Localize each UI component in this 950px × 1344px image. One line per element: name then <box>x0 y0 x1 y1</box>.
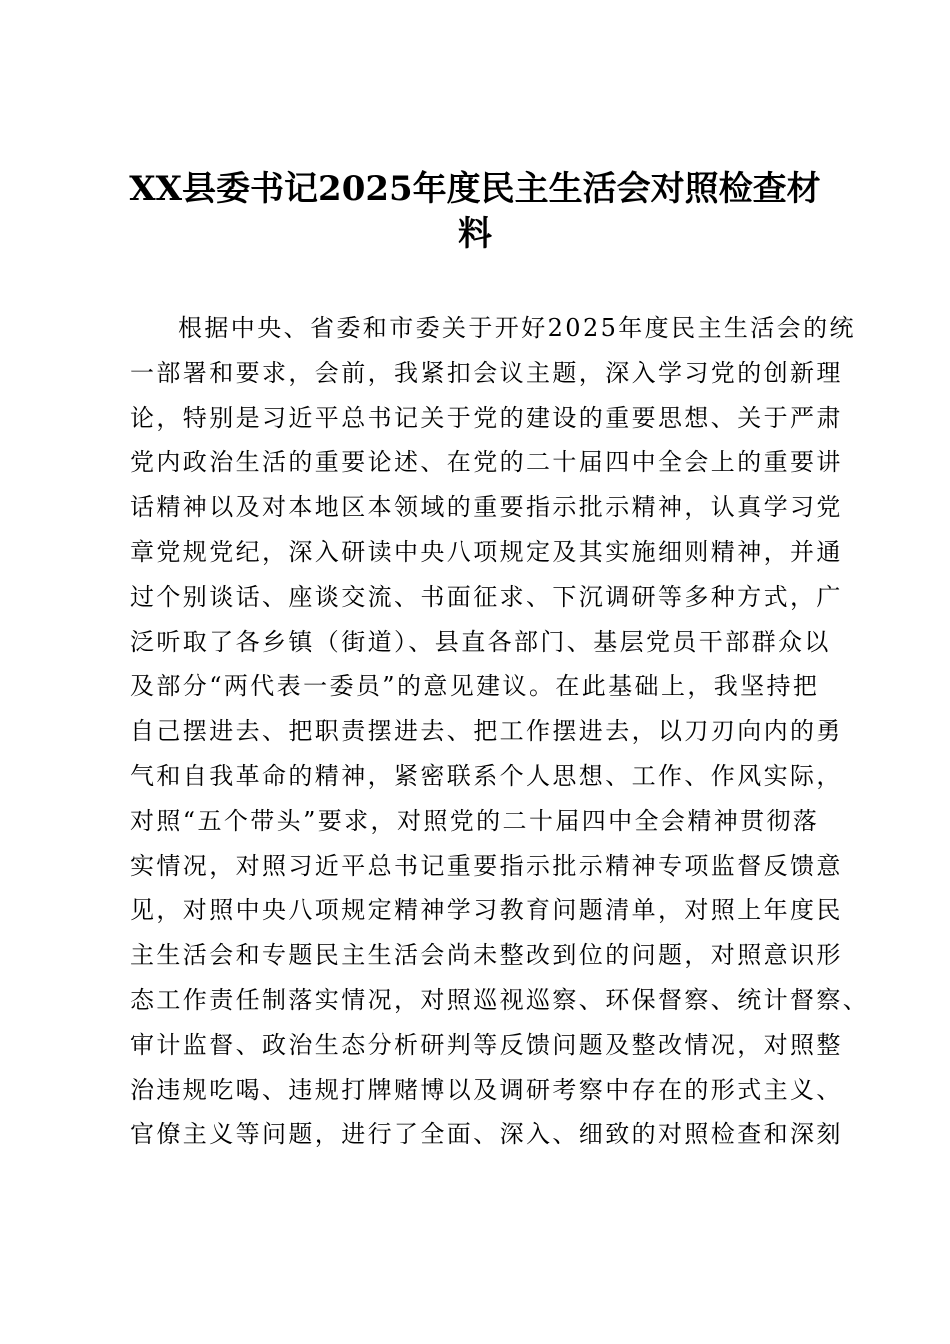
document-title <box>110 166 840 256</box>
body-line: 主生活会和专题民主生活会尚未整改到位的问题，对照意识形 <box>130 941 843 970</box>
body-line: 治违规吃喝、违规打牌赌博以及调研考察中存在的形式主义、 <box>130 1075 843 1104</box>
body-line: 实情况，对照习近平总书记重要指示批示精神专项监督反馈意 <box>130 851 843 880</box>
title-line: 料 <box>458 213 492 254</box>
title-line: XX县委书记2025年度民主生活会对照检查材 <box>129 169 821 209</box>
body-line: 话精神以及对本地区本领域的重要指示批示精神，认真学习党 <box>130 493 843 522</box>
body-line: 见，对照中央八项规定精神学习教育问题清单，对照上年度民 <box>130 896 843 925</box>
body-line: 及部分“两代表一委员”的意见建议。在此基础上，我坚持把 <box>130 672 820 701</box>
body-line: 官僚主义等问题，进行了全面、深入、细致的对照检查和深刻 <box>130 1120 843 1149</box>
body-line: 气和自我革命的精神，紧密联系个人思想、工作、作风实际， <box>130 761 843 790</box>
body-line: 态工作责任制落实情况，对照巡视巡察、环保督察、统计督察、 <box>130 985 870 1014</box>
body-line: 泛听取了各乡镇（街道）、县直各部门、基层党员干部群众以 <box>130 627 831 656</box>
body-line: 审计监督、政治生态分析研判等反馈问题及整改情况，对照整 <box>130 1030 843 1059</box>
body-paragraph <box>130 306 870 1157</box>
body-line: 自己摆进去、把职责摆进去、把工作摆进去，以刀刃向内的勇 <box>130 717 843 746</box>
body-line: 论，特别是习近平总书记关于党的建设的重要思想、关于严肃 <box>130 403 843 432</box>
body-line: 党内政治生活的重要论述、在党的二十届四中全会上的重要讲 <box>130 448 843 477</box>
body-line: 过个别谈话、座谈交流、书面征求、下沉调研等多种方式，广 <box>130 582 843 611</box>
body-line: 对照“五个带头”要求，对照党的二十届四中全会精神贯彻落 <box>130 806 820 835</box>
body-line: 根据中央、省委和市委关于开好2025年度民主生活会的统 <box>178 314 856 342</box>
body-line: 一部署和要求，会前，我紧扣会议主题，深入学习党的创新理 <box>130 358 843 387</box>
body-line: 章党规党纪，深入研读中央八项规定及其实施细则精神，并通 <box>130 537 843 566</box>
